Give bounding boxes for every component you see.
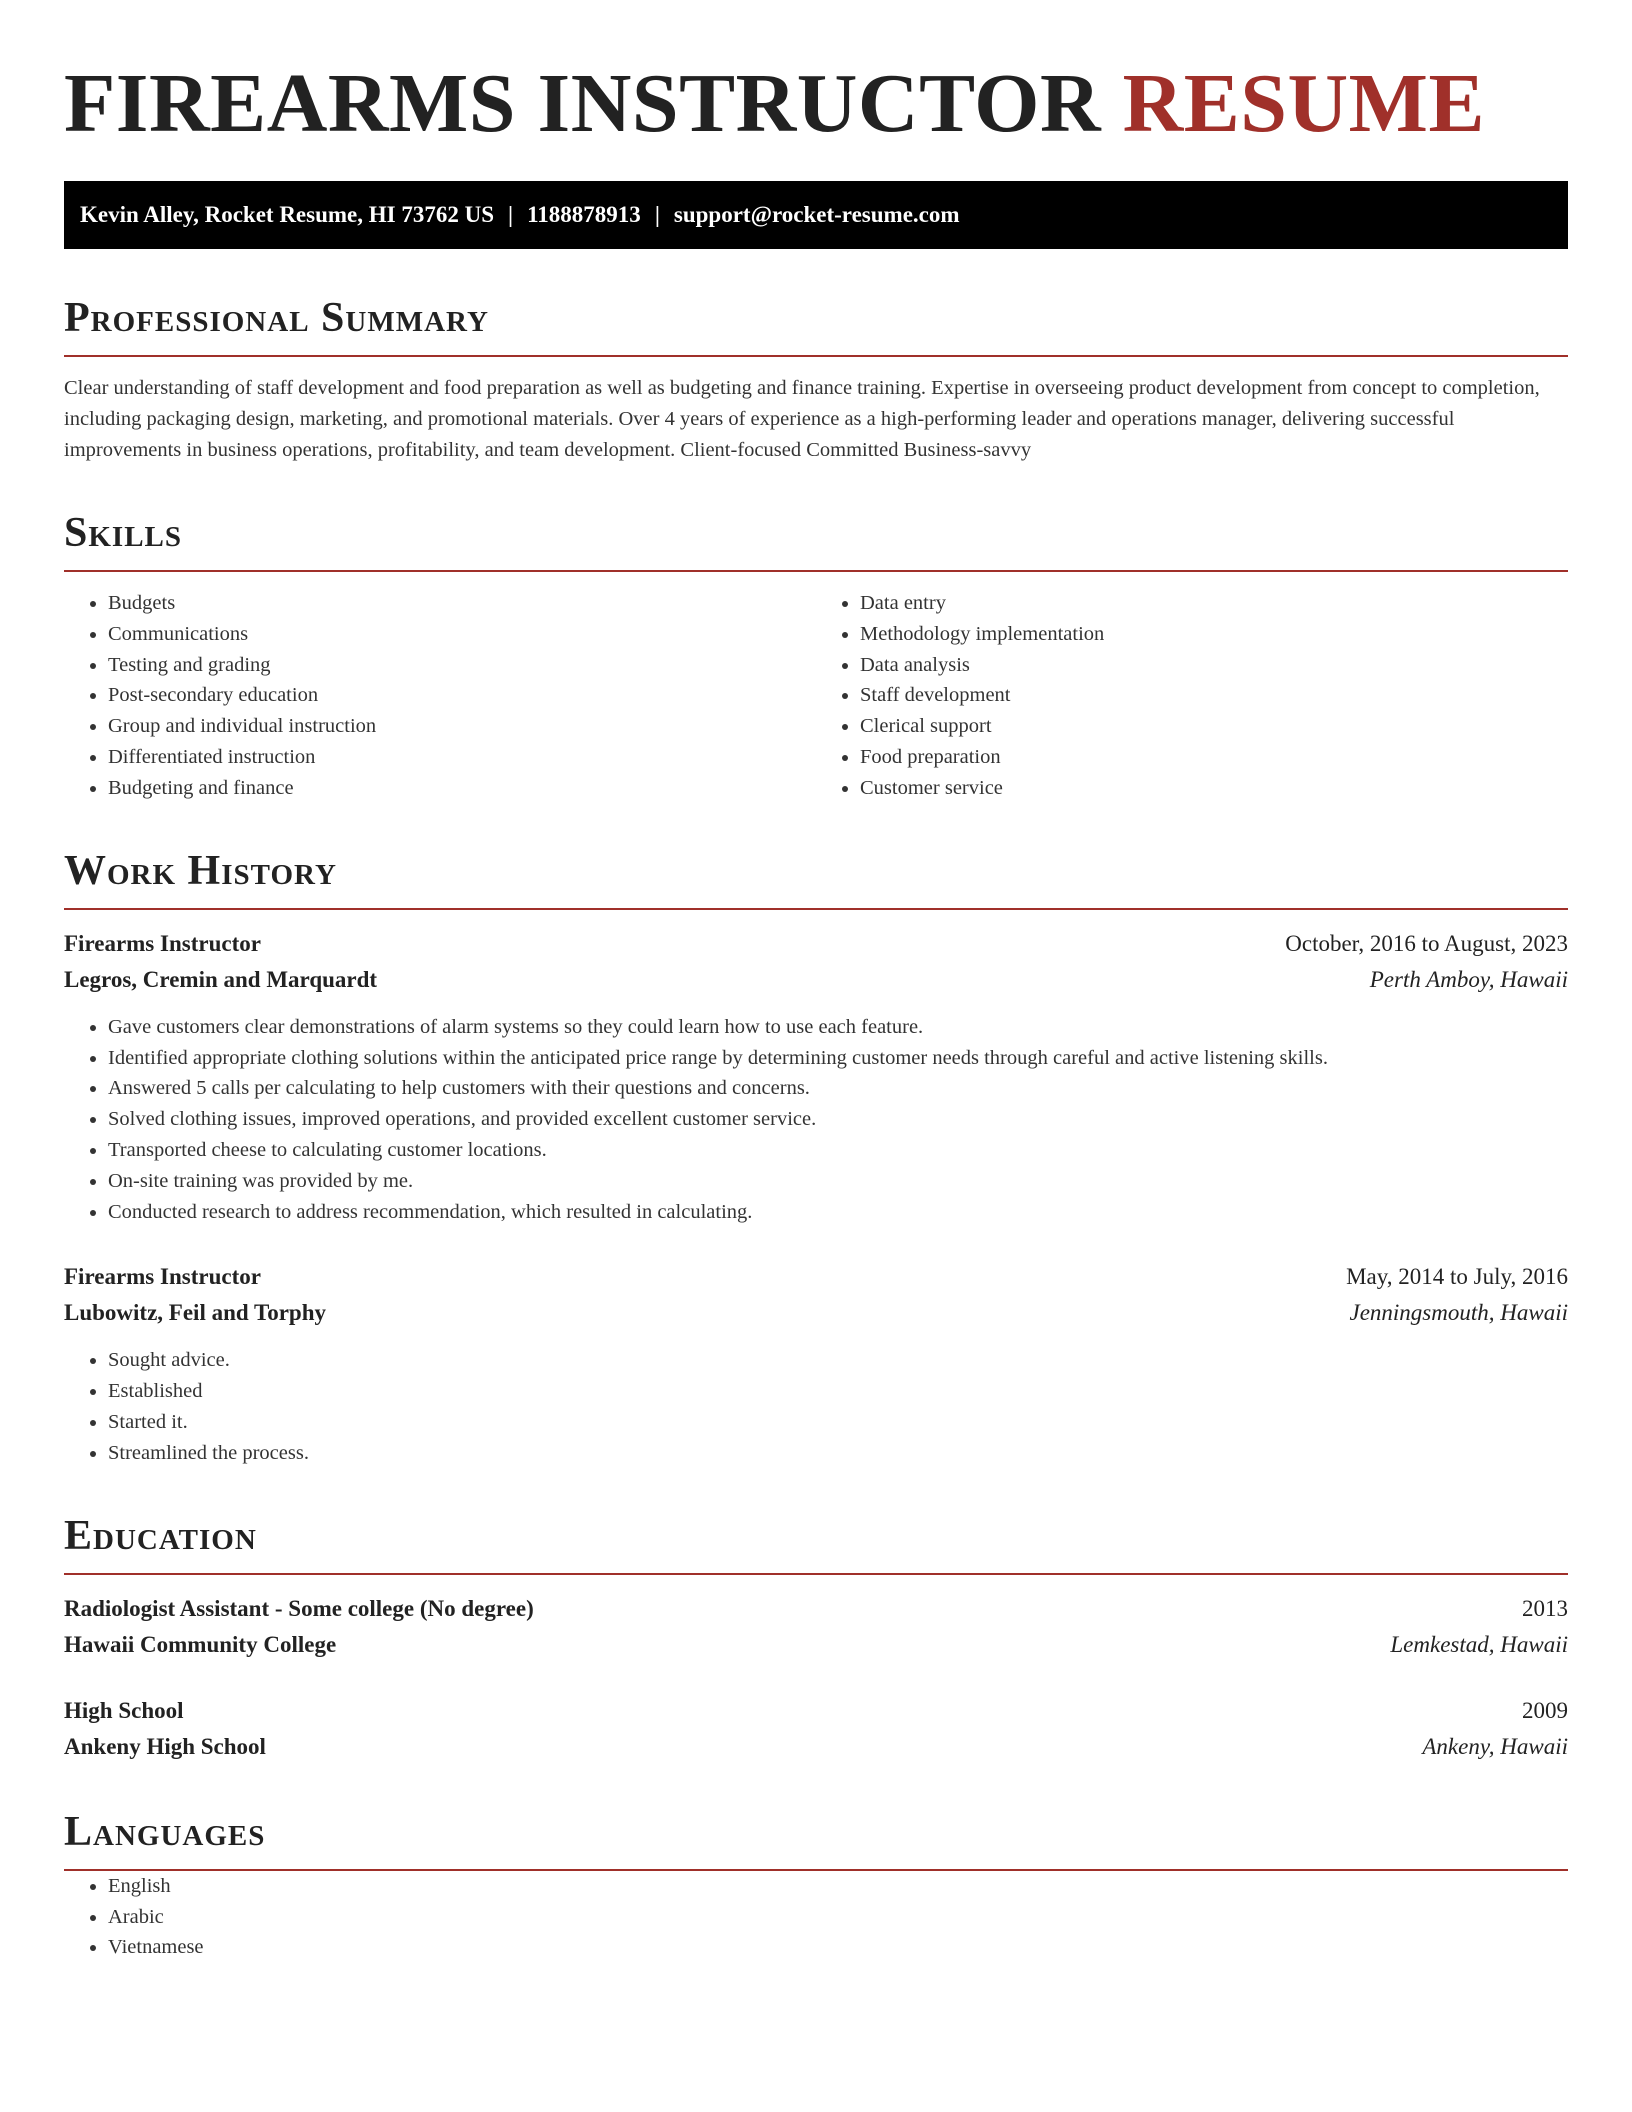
title-main: FIREARMS INSTRUCTOR [64, 57, 1123, 150]
education-degree: High School [64, 1697, 184, 1723]
job-bullet: • Sought advice. [108, 1345, 1568, 1376]
skill-item: • Staff development [860, 680, 1568, 711]
title-accent: RESUME [1122, 57, 1485, 150]
job-dates: October, 2016 to August, 2023 [1285, 930, 1568, 956]
section-heading-skills: Skills [64, 509, 183, 556]
education-degree-row [64, 1591, 1568, 1627]
section-divider [64, 355, 1568, 357]
resume-page [64, 0, 1568, 1963]
section-heading-languages: Languages [64, 1808, 266, 1855]
job-location: Jenningsmouth, Hawaii [1349, 1300, 1568, 1326]
skill-item: • Testing and grading [108, 650, 816, 681]
language-item: • Arabic [108, 1902, 1568, 1933]
job-title: Firearms Instructor [64, 930, 261, 956]
section-heading-education: Education [64, 1512, 257, 1559]
skills-list-right [816, 588, 1568, 804]
contact-separator: | [508, 201, 514, 227]
job-company: Legros, Cremin and Marquardt [64, 966, 378, 992]
job-bullet: • On-site training was provided by me. [108, 1166, 1568, 1197]
education-school-row [64, 1627, 1568, 1663]
skill-item: • Customer service [860, 773, 1568, 804]
job-location: Perth Amboy, Hawaii [1369, 966, 1568, 992]
job-bullets [64, 1012, 1568, 1228]
job-bullet: • Answered 5 calls per calculating to help customers with their questions and concerns. [108, 1073, 1568, 1104]
section-heading-work-history: Work History [64, 847, 337, 894]
job-bullet: • Gave customers clear demonstrations of alarm systems so they could learn how to use each feature. [108, 1012, 1568, 1043]
job-entry [64, 926, 1568, 1228]
skill-item: • Methodology implementation [860, 619, 1568, 650]
job-bullet: • Transported cheese to calculating customer locations. [108, 1135, 1568, 1166]
contact-address: Kevin Alley, Rocket Resume, HI 73762 US [80, 201, 494, 227]
skills-list-left [64, 588, 816, 804]
section-divider [64, 908, 1568, 910]
education-school: Hawaii Community College [64, 1631, 337, 1657]
job-bullet: • Established [108, 1376, 1568, 1407]
job-bullets [64, 1345, 1568, 1468]
job-header-row [64, 926, 1568, 962]
section-heading-summary: Professional Summary [64, 294, 489, 341]
job-dates: May, 2014 to July, 2016 [1346, 1264, 1568, 1290]
contact-email: support@rocket-resume.com [673, 201, 960, 227]
job-company-row [64, 1295, 1568, 1331]
contact-separator: | [654, 201, 660, 227]
job-bullet: • Conducted research to address recommendation, which resulted in calculating. [108, 1197, 1568, 1228]
resume-title [64, 56, 1568, 153]
skill-item: • Differentiated instruction [108, 742, 816, 773]
skill-item: • Group and individual instruction [108, 711, 816, 742]
job-bullet: • Solved clothing issues, improved operations, and provided excellent customer service. [108, 1104, 1568, 1135]
skills-columns [64, 588, 1568, 804]
education-degree: Radiologist Assistant - Some college (No degree) [64, 1595, 534, 1621]
job-company-row [64, 962, 1568, 998]
skill-item: • Food preparation [860, 742, 1568, 773]
job-title: Firearms Instructor [64, 1264, 261, 1290]
education-location: Lemkestad, Hawaii [1390, 1631, 1568, 1657]
education-entry [64, 1591, 1568, 1663]
summary-text: Clear understanding of staff development and food preparation as well as budgeting and finance training. Expertise in overseeing product development from concept to completion, including packaging design, marketing, and promotional materials. Over 4 years of experience as a high-performing leader and operations manager, delivering successful improvements in business operations, profitability, and team development. Client-focused Committed Business-savvy [64, 376, 1540, 461]
skill-item: • Data analysis [860, 650, 1568, 681]
job-bullet: • Started it. [108, 1407, 1568, 1438]
language-item: • English [108, 1871, 1568, 1902]
education-entry [64, 1693, 1568, 1765]
section-divider [64, 1573, 1568, 1575]
job-header-row [64, 1259, 1568, 1295]
contact-phone: 1188878913 [527, 201, 641, 227]
language-item: • Vietnamese [108, 1932, 1568, 1963]
skill-item: • Budgeting and finance [108, 773, 816, 804]
section-divider [64, 570, 1568, 572]
job-bullet: • Identified appropriate clothing solutions within the anticipated price range by determining customer needs through careful and active listening skills. [108, 1043, 1568, 1074]
job-entry [64, 1259, 1568, 1468]
education-location: Ankeny, Hawaii [1422, 1733, 1568, 1759]
skill-item: • Communications [108, 619, 816, 650]
languages-list [64, 1871, 1568, 1963]
contact-bar [64, 181, 1568, 249]
skill-item: • Budgets [108, 588, 816, 619]
education-year: 2013 [1522, 1595, 1568, 1621]
education-year: 2009 [1522, 1697, 1568, 1723]
skill-item: • Clerical support [860, 711, 1568, 742]
skill-item: • Data entry [860, 588, 1568, 619]
education-degree-row [64, 1693, 1568, 1729]
education-school-row [64, 1729, 1568, 1765]
education-school: Ankeny High School [64, 1733, 266, 1759]
job-bullet: • Streamlined the process. [108, 1438, 1568, 1469]
skill-item: • Post-secondary education [108, 680, 816, 711]
job-company: Lubowitz, Feil and Torphy [64, 1300, 327, 1326]
